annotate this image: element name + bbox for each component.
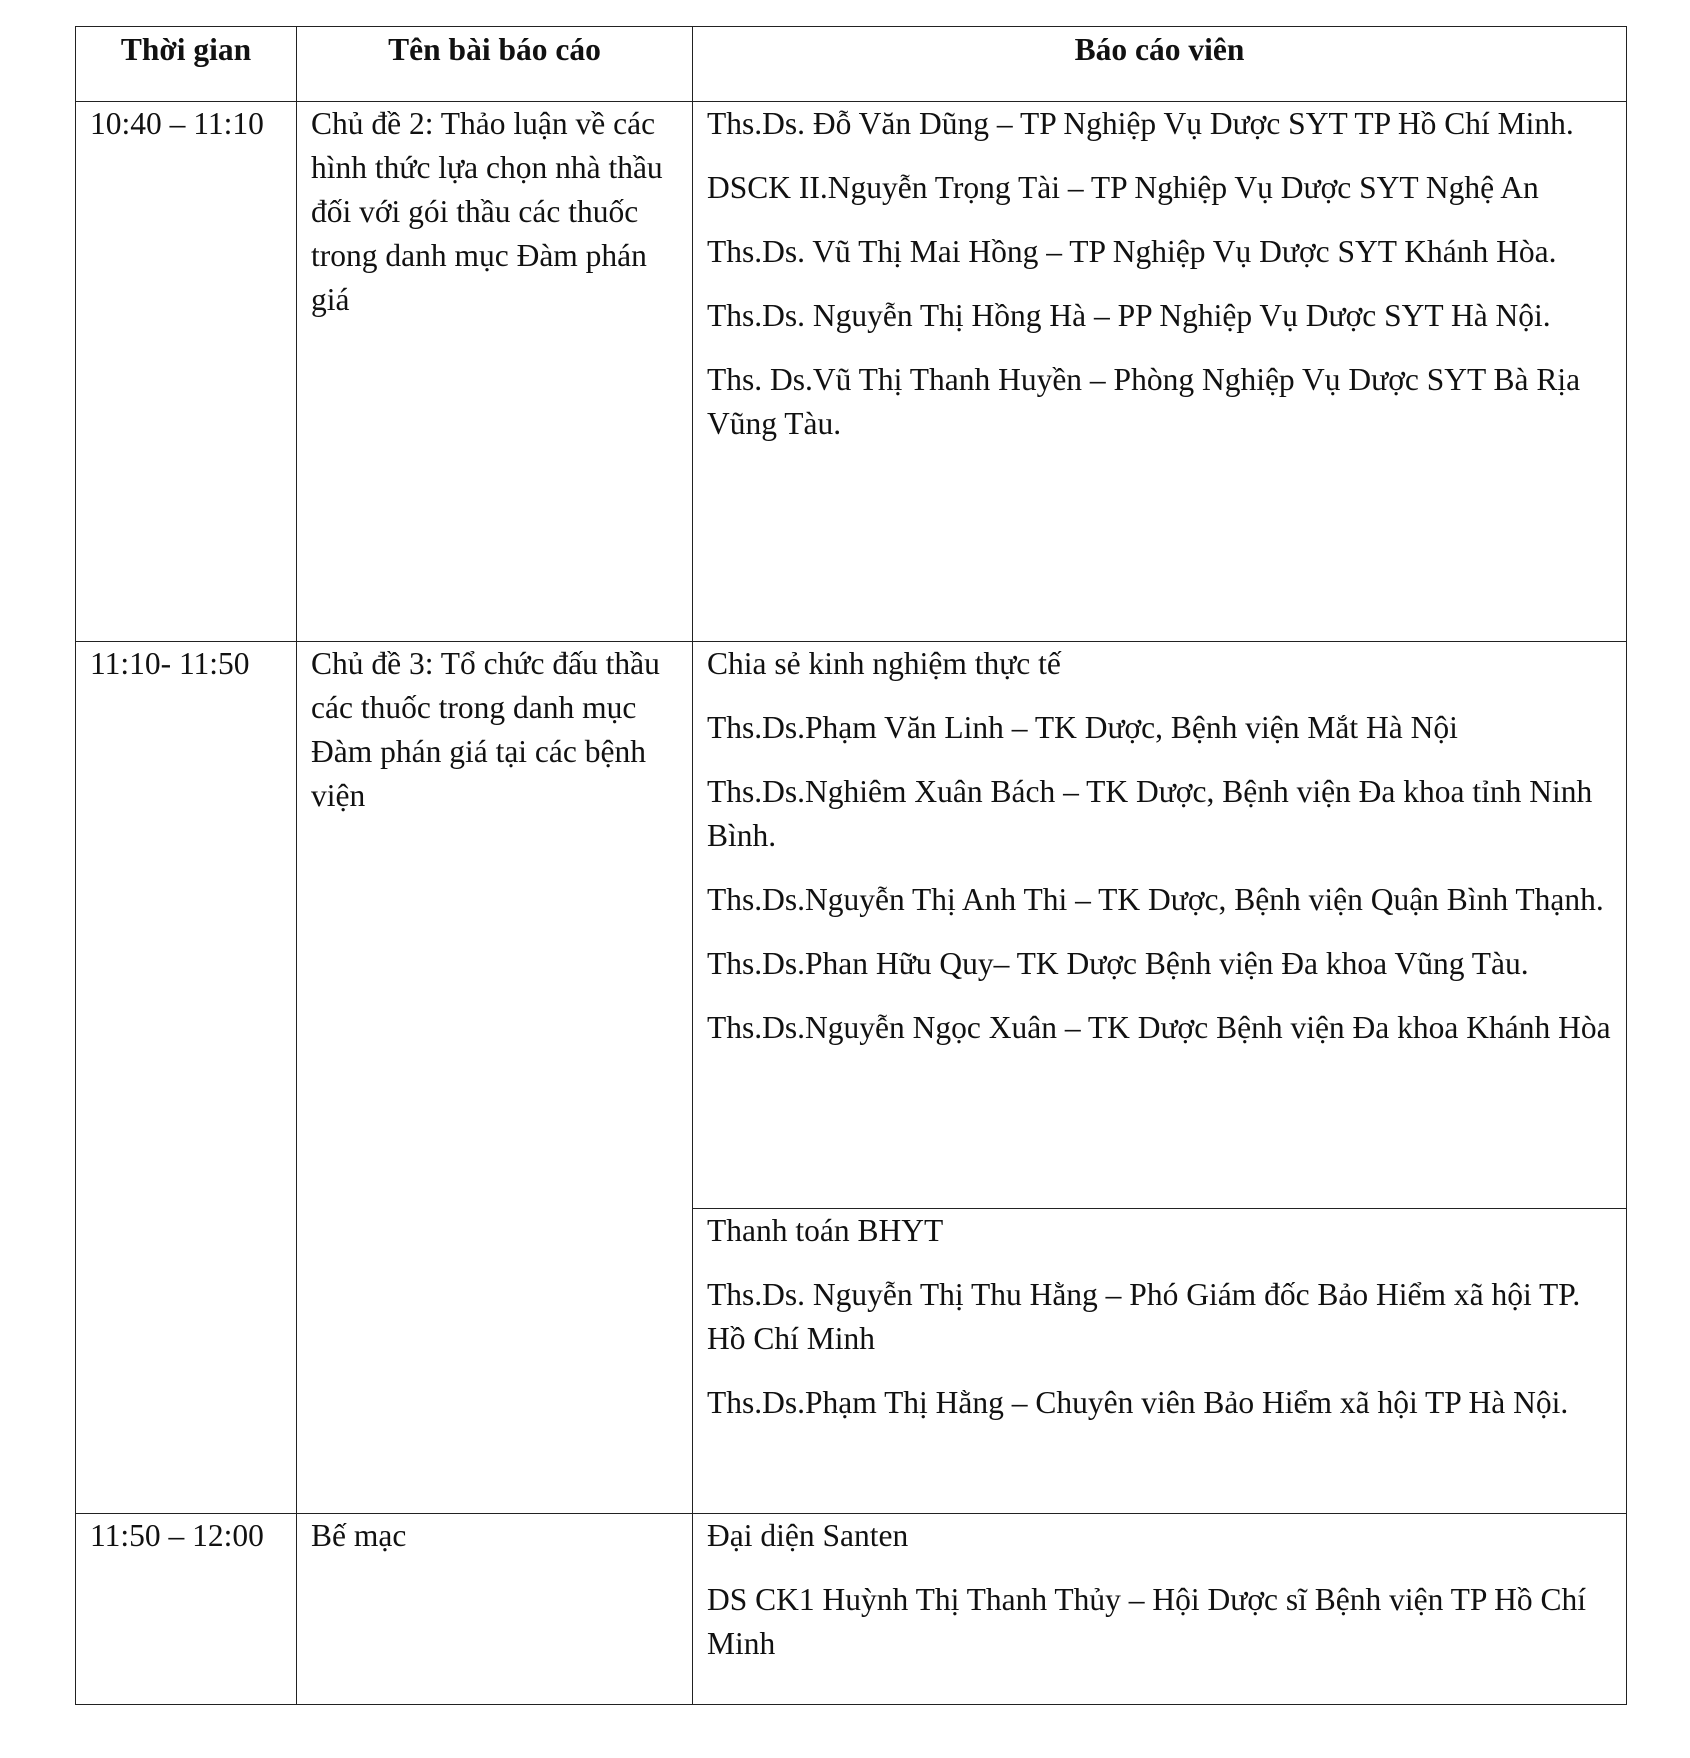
row-time: 11:10- 11:50 [76,642,297,1514]
speaker-item: Đại diện Santen [707,1518,909,1553]
table-row [76,1514,1627,1705]
header-speaker-label: Báo cáo viên [1074,32,1245,67]
speaker-section-heading: Thanh toán BHYT [707,1213,944,1248]
table-row [76,102,1627,642]
speaker-cell [693,1209,1627,1514]
table-row [76,642,1627,1209]
speaker-item: Ths.Ds. Đỗ Văn Dũng – TP Nghiệp Vụ Dược SYT TP Hồ Chí Minh. [707,106,1574,141]
row-title: Chủ đề 2: Thảo luận về các hình thức lựa chọn nhà thầu đối với gói thầu các thuốc trong danh mục Đàm phán giá [297,102,693,642]
row-title: Bế mạc [297,1514,693,1705]
header-row [76,27,1627,102]
speaker-item: Ths.Ds.Phạm Thị Hằng – Chuyên viên Bảo Hiểm xã hội TP Hà Nội. [707,1385,1569,1420]
speaker-item: Ths.Ds.Nguyễn Thị Anh Thi – TK Dược, Bệnh viện Quận Bình Thạnh. [707,882,1604,917]
speaker-item: Ths.Ds. Nguyễn Thị Hồng Hà – PP Nghiệp Vụ Dược SYT Hà Nội. [707,298,1551,333]
header-speaker [693,27,1627,102]
speaker-section-heading: Chia sẻ kinh nghiệm thực tế [707,646,1061,681]
speaker-item: DSCK II.Nguyễn Trọng Tài – TP Nghiệp Vụ Dược SYT Nghệ An [707,170,1539,205]
speaker-item: Ths. Ds.Vũ Thị Thanh Huyền – Phòng Nghiệp Vụ Dược SYT Bà Rịa Vũng Tàu. [707,362,1581,441]
header-title-label: Tên bài báo cáo [388,32,601,67]
speaker-item: Ths.Ds.Nghiêm Xuân Bách – TK Dược, Bệnh viện Đa khoa tỉnh Ninh Bình. [707,774,1593,853]
row-time: 11:50 – 12:00 [76,1514,297,1705]
speaker-item: Ths.Ds. Nguyễn Thị Thu Hằng – Phó Giám đốc Bảo Hiểm xã hội TP. Hồ Chí Minh [707,1277,1581,1356]
speaker-cell [693,642,1627,1209]
speaker-item: Ths.Ds.Phan Hữu Quy– TK Dược Bệnh viện Đa khoa Vũng Tàu. [707,946,1529,981]
header-title [297,27,693,102]
row-time: 10:40 – 11:10 [76,102,297,642]
speaker-item: Ths.Ds.Phạm Văn Linh – TK Dược, Bệnh viện Mắt Hà Nội [707,710,1458,745]
header-time [76,27,297,102]
speaker-cell [693,1514,1627,1705]
speaker-item: Ths.Ds.Nguyễn Ngọc Xuân – TK Dược Bệnh viện Đa khoa Khánh Hòa [707,1010,1611,1045]
header-time-label: Thời gian [120,32,252,67]
row-title: Chủ đề 3: Tổ chức đấu thầu các thuốc trong danh mục Đàm phán giá tại các bệnh viện [297,642,693,1514]
agenda-table [75,26,1627,1705]
speaker-item: Ths.Ds. Vũ Thị Mai Hồng – TP Nghiệp Vụ Dược SYT Khánh Hòa. [707,234,1557,269]
speaker-item: DS CK1 Huỳnh Thị Thanh Thủy – Hội Dược sĩ Bệnh viện TP Hồ Chí Minh [707,1582,1587,1661]
speaker-cell [693,102,1627,642]
